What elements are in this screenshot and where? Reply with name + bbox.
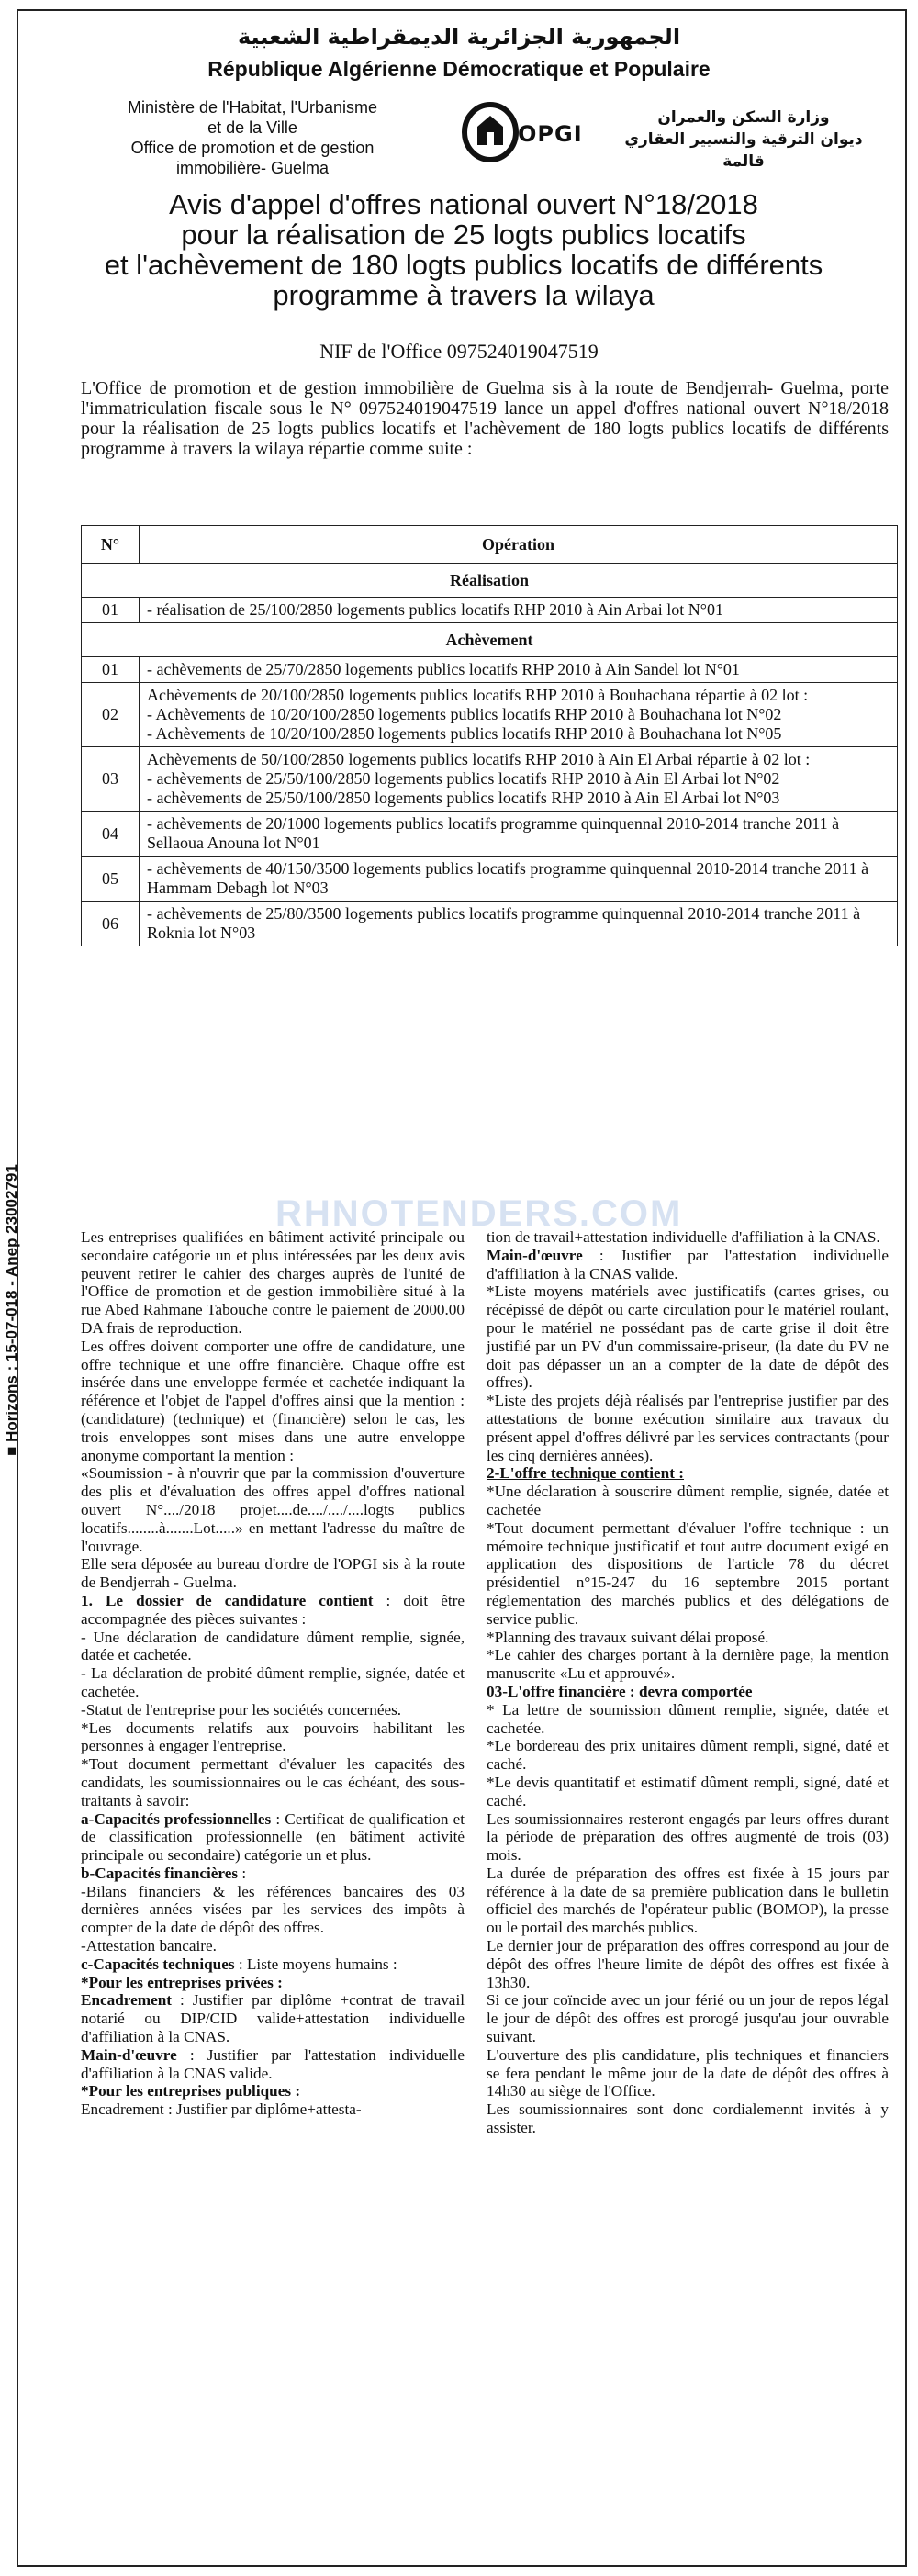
paragraph-lead: Main-d'œuvre <box>487 1246 583 1264</box>
paragraph-lead: *Les documents relatifs aux pouvoirs habilitant les personnes à engager l'entreprise. <box>81 1719 465 1755</box>
operation-line: - achèvements de 20/1000 logements publics locatifs programme quinquennal 2010-2014 tranche 2011 à Sellaoua Anouna lot N°01 <box>147 814 840 852</box>
text-paragraph <box>81 1755 465 1809</box>
row-number: 02 <box>82 683 140 747</box>
text-paragraph <box>487 1991 889 2045</box>
text-paragraph <box>487 1247 889 1283</box>
side-label <box>0 1056 24 1570</box>
notice-title <box>55 189 872 310</box>
row-operation <box>140 598 898 623</box>
nif: NIF de l'Office 097524019047519 <box>319 340 599 363</box>
text-paragraph <box>487 2046 889 2100</box>
paragraph-lead: Le dernier jour de préparation des offres correspond au jour de dépôt des offres l'heure limite de dépôt des offres est fixée à 13h30. <box>487 1937 889 1991</box>
right-column <box>487 1228 889 2137</box>
paragraph-rest: : <box>238 1864 247 1882</box>
row-number: 01 <box>82 657 140 683</box>
text-paragraph <box>81 1719 465 1756</box>
watermark: RHNOTENDERS.COM <box>275 1193 683 1234</box>
table-row <box>82 902 898 946</box>
logo-text: OPGI <box>518 121 583 147</box>
section-heading: Achèvement <box>82 623 898 657</box>
text-paragraph <box>487 1464 889 1483</box>
text-paragraph <box>81 1810 465 1865</box>
paragraph-lead: Encadrement <box>81 1991 172 2010</box>
operation-line: - réalisation de 25/100/2850 logements publics locatifs RHP 2010 à Ain Arbai lot N°01 <box>147 600 723 619</box>
paragraph-lead: Les entreprises qualifiées en bâtiment activité principale ou secondaire catégorie un et plus intéressées par les deux avis peuvent retirer le cahier des charges auprès de l'unité de l'Office de promotion et de gestion immobilière situé à la rue Abed Rahmane Tabouche contre le paiement de 2000.00 DA frais de reproduction. <box>81 1228 465 1337</box>
operation-line: - achèvements de 25/50/100/2850 logements publics locatifs RHP 2010 à Ain El Arbai lot N°03 <box>147 789 780 807</box>
paragraph-lead: «Soumission - à n'ouvrir que par la commission d'ouverture des plis et d'évaluation des offres appel d'offres national ouvert N°..../2018 projet....de..../..../....logts publics locatifs........à.......Lot.....» en mettant l'adresse du maître de l'ouvrage. <box>81 1464 465 1555</box>
paragraph-lead: *Pour les entreprises privées : <box>81 1973 283 1991</box>
left-column <box>81 1228 465 2119</box>
paragraph-lead: *Le bordereau des prix unitaires dûment rempli, signé, daté et caché. <box>487 1737 889 1774</box>
text-paragraph <box>487 1282 889 1392</box>
text-paragraph <box>487 1737 889 1774</box>
row-operation <box>140 902 898 946</box>
text-paragraph <box>487 1392 889 1464</box>
paragraph-lead: *Le cahier des charges portant à la dernière page, la mention manuscrite «Lu et approuvé». <box>487 1646 889 1683</box>
operation-line: - achèvements de 25/70/2850 logements publics locatifs RHP 2010 à Ain Sandel lot N°01 <box>147 660 740 678</box>
operation-line: Achèvements de 20/100/2850 logements publics locatifs RHP 2010 à Bouhachana répartie à 02 lot : <box>147 686 809 704</box>
french-title: République Algérienne Démocratique et Populaire <box>207 57 711 81</box>
paragraph-lead: 1. Le dossier de candidature contient <box>81 1591 374 1609</box>
title-line: programme à travers la wilaya <box>273 279 655 311</box>
paragraph-lead: -Attestation bancaire. <box>81 1937 217 1955</box>
text-paragraph <box>81 2082 465 2100</box>
paragraph-lead: Les offres doivent comporter une offre de candidature, une offre technique et une offre financière. Chaque offre est insérée dans une enveloppe fermée et cachetée indiquant la référence et l'objet de l'appel d'offres ainsi que la mention : (candidature) (technique) et (financière) selon le cas, les trois enveloppes sont mises dans une autre enveloppe anonyme comportant la mention : <box>81 1337 465 1464</box>
text-paragraph <box>81 2046 465 2083</box>
paragraph-lead: Encadrement : Justifier par diplôme+attesta- <box>81 2100 362 2119</box>
paragraph-rest: : Justifier par l'attestation individuelle d'affiliation à la CNAS valide. <box>487 1246 889 1282</box>
ministry-french <box>101 97 404 178</box>
paragraph-rest: : Justifier par l'attestation individuelle d'affiliation à la CNAS valide. <box>81 2045 465 2082</box>
row-operation <box>140 857 898 902</box>
ministry-arabic <box>624 106 863 173</box>
operation-line: Achèvements de 50/100/2850 logements publics locatifs RHP 2010 à Ain El Arbai répartie à 02 lot : <box>147 750 811 768</box>
paragraph-lead: Main-d'œuvre <box>81 2045 177 2064</box>
paragraph-lead: c-Capacités techniques <box>81 1954 235 1973</box>
paragraph-rest: : doit être accompagnée des pièces suivantes : <box>81 1591 465 1628</box>
header-operation: Opération <box>140 526 898 564</box>
paragraph-lead: *Le devis quantitatif et estimatif dûment rempli, signé, daté et caché. <box>487 1773 889 1809</box>
text-paragraph <box>81 1228 465 1338</box>
paragraph-lead: *Pour les entreprises publiques : <box>81 2082 301 2100</box>
text-paragraph <box>81 1974 465 1992</box>
text-paragraph <box>81 1338 465 1465</box>
ministry-line: قالمة <box>722 152 765 171</box>
text-paragraph <box>81 1464 465 1555</box>
text-paragraph <box>81 1883 465 1937</box>
paragraph-lead: - Une déclaration de candidature dûment remplie, signée, datée et cachetée. <box>81 1628 465 1664</box>
text-paragraph <box>487 1810 889 1865</box>
row-number: 05 <box>82 857 140 902</box>
ministry-line: Office de promotion et de gestion <box>130 139 375 157</box>
operations-table <box>81 525 898 946</box>
paragraph-lead: L'ouverture des plis candidature, plis techniques et financiers se fera pendant le même jour de la date de dépôt des offres à 14h30 au siège de l'Office. <box>487 2045 889 2100</box>
paragraph-lead: *Planning des travaux suivant délai proposé. <box>487 1628 769 1646</box>
ministry-line: ديوان الترقية والتسيير العقاري <box>624 130 863 149</box>
paragraph-rest: : Justifier par diplôme +contrat de travail notarié ou DIP/CID valide+attestation individuelle d'affiliation à la CNAS. <box>81 1991 465 2046</box>
paragraph-lead: b-Capacités financières <box>81 1864 239 1882</box>
intro-paragraph: L'Office de promotion et de gestion immobilière de Guelma sis à la route de Bendjerrah- Guelma, porte l'immatriculation fiscale sous le N° 097524019047519 lance un appel d'offres national ouvert N°18/2018 pour la réalisation de 25 logts publics locatifs et l'achèvement de 180 logts publics locatifs de différents programme à travers la wilaya répartie comme suite : <box>81 378 889 459</box>
text-paragraph <box>487 1937 889 1991</box>
text-paragraph <box>487 1701 889 1738</box>
paragraph-lead: Les soumissionnaires resteront engagés par leurs offres durant la période de préparation des offres augmenté de trois (03) mois. <box>487 1809 889 1865</box>
table-row <box>82 683 898 747</box>
row-number: 06 <box>82 902 140 946</box>
text-paragraph <box>487 1683 889 1701</box>
paragraph-rest: : Liste moyens humains : <box>234 1954 397 1973</box>
title-line: pour la réalisation de 25 logts publics locatifs <box>181 218 746 251</box>
row-operation <box>140 747 898 812</box>
text-paragraph <box>487 2100 889 2137</box>
text-paragraph <box>81 1955 465 1974</box>
paragraph-lead: 03-L'offre financière : devra comportée <box>487 1682 753 1700</box>
text-paragraph <box>81 1555 465 1592</box>
operation-line: - achèvements de 40/150/3500 logements publics locatifs programme quinquennal 2010-2014 tranche 2011 à Hammam Debagh lot N°03 <box>147 859 869 897</box>
paragraph-lead: La durée de préparation des offres est fixée à 15 jours par référence à la date de sa première publication dans le bulletin officiel des marchés de l'opérateur public (BOMOP), la presse ou le portail des marchés publics. <box>487 1864 889 1937</box>
text-paragraph <box>487 1865 889 1937</box>
paragraph-lead: a-Capacités professionnelles <box>81 1809 272 1828</box>
paragraph-lead: *Tout document permettant d'évaluer l'offre technique : un mémoire technique justificatif et tout autre document exigé en application des dispositions de l'article 78 du décret présidentiel n°15-247 du 16 septembre 2015 portant réglementation des marchés publics et des délégations de service public. <box>487 1518 889 1628</box>
paragraph-lead: Elle sera déposée au bureau d'ordre de l'OPGI sis à la route de Bendjerrah - Guelma. <box>81 1555 465 1592</box>
ministry-line: Ministère de l'Habitat, l'Urbanisme <box>128 98 377 117</box>
row-number: 01 <box>82 598 140 623</box>
table-row <box>82 747 898 812</box>
row-operation <box>140 657 898 683</box>
paragraph-lead: * La lettre de soumission dûment remplie, signée, datée et cachetée. <box>487 1700 889 1737</box>
header-number: N° <box>82 526 140 564</box>
paragraph-lead: Si ce jour coïncide avec un jour férié ou un jour de repos légal le jour de dépôt des offres est prorogé jusqu'au jour ouvrable suivant. <box>487 1991 889 2046</box>
title-line: Avis d'appel d'offres national ouvert N°18/2018 <box>169 188 758 220</box>
operation-line: - achèvements de 25/80/3500 logements publics locatifs programme quinquennal 2010-2014 tranche 2011 à Roknia lot N°03 <box>147 904 861 942</box>
text-paragraph <box>81 1592 465 1629</box>
text-paragraph <box>81 1629 465 1665</box>
paragraph-lead: - La déclaration de probité dûment remplie, signée, datée et cachetée. <box>81 1664 465 1700</box>
section-heading: Réalisation <box>82 564 898 598</box>
row-operation <box>140 683 898 747</box>
paragraph-lead: *Liste moyens matériels avec justificatifs (cartes grises, ou récépissé de dépôt ou carte circulation pour le matériel roulant, pour le matériel ne possédant pas de carte grise il doit être justifié par un PV d'un commissaire-priseur, (la date du PV ne doit pas dépasser un an a compter de la date de dépôt des offres). <box>487 1282 889 1392</box>
text-paragraph <box>487 1629 889 1647</box>
row-number: 04 <box>82 812 140 857</box>
text-paragraph <box>487 1483 889 1519</box>
opgi-logo <box>459 99 606 163</box>
text-paragraph <box>81 2100 465 2119</box>
text-paragraph <box>81 1937 465 1955</box>
text-paragraph <box>81 1865 465 1883</box>
operation-line: - Achèvements de 10/20/100/2850 logements publics locatifs RHP 2010 à Bouhachana lot N°05 <box>147 724 782 743</box>
paragraph-lead: *Une déclaration à souscrire dûment remplie, signée, datée et cachetée <box>487 1483 889 1518</box>
table-row <box>82 598 898 623</box>
text-paragraph <box>487 1519 889 1629</box>
title-line: et l'achèvement de 180 logts publics locatifs de différents <box>104 249 823 281</box>
paragraph-lead: tion de travail+attestation individuelle d'affiliation à la CNAS. <box>487 1228 880 1246</box>
paragraph-rest: : Certificat de qualification et de classification professionnelle (en bâtiment activité principale ou secondaire) catégorie un et plus. <box>81 1809 465 1865</box>
arabic-title: الجمهورية الجزائرية الديمقراطية الشعبية <box>237 24 681 50</box>
text-paragraph <box>81 1991 465 2045</box>
text-paragraph <box>81 1664 465 1701</box>
operation-line: - Achèvements de 10/20/100/2850 logements publics locatifs RHP 2010 à Bouhachana lot N°02 <box>147 705 782 723</box>
ministry-line: et de la Ville <box>207 118 297 137</box>
text-paragraph <box>487 1646 889 1683</box>
paragraph-lead: *Tout document permettant d'évaluer les capacités des candidats, les soumissionnaires ou le cas échéant, des sous-traitants à savoir: <box>81 1755 465 1809</box>
paragraph-lead: Les soumissionnaires sont donc cordialemennt invités à y assister. <box>487 2100 889 2137</box>
table-row <box>82 857 898 902</box>
ministry-line: immobilière- Guelma <box>175 159 330 177</box>
paragraph-lead: -Statut de l'entreprise pour les sociétés concernées. <box>81 1700 402 1719</box>
ministry-line: وزارة السكن والعمران <box>657 108 830 127</box>
publication-reference: ■ Horizons : 15-07-018 - Anep 23002791 <box>3 1164 20 1456</box>
text-paragraph <box>81 1701 465 1719</box>
text-paragraph <box>487 1228 889 1247</box>
paragraph-lead: *Liste des projets déjà réalisés par l'entreprise justifier par des attestations de bonne exécution similaire aux travaux du présent appel d'offres délivré par les services contractants (pour les cinq dernières années). <box>487 1392 889 1464</box>
row-number: 03 <box>82 747 140 812</box>
table-row <box>82 812 898 857</box>
paragraph-lead: -Bilans financiers & les références bancaires des 03 dernières années visées par les services des impôts à compter de la date de dépôt des offres. <box>81 1882 465 1937</box>
table-row <box>82 657 898 683</box>
text-paragraph <box>487 1774 889 1810</box>
operation-line: - achèvements de 25/50/100/2850 logements publics locatifs RHP 2010 à Ain El Arbai lot N°02 <box>147 769 780 788</box>
paragraph-lead: 2-L'offre technique contient : <box>487 1464 684 1483</box>
row-operation <box>140 812 898 857</box>
